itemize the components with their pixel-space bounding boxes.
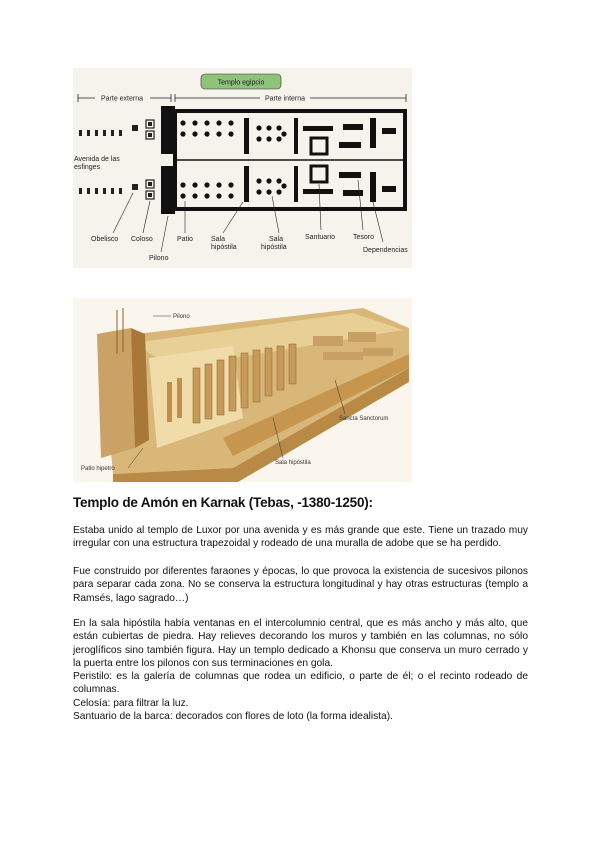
label-pilono-3d: Pilono	[173, 314, 190, 320]
label-sala-3d: Sala hipóstila	[275, 460, 311, 466]
label-sancta: Sancta Sanctorum	[339, 416, 389, 422]
label-obelisco: Obelisco	[91, 236, 119, 243]
definition-santuario: Santuario de la barca: decorados con flores de loto (la forma idealista).	[73, 710, 393, 722]
paragraph-1: Estaba unido al templo de Luxor por una avenida y es más grande que este. Tiene un trazado muy irregular con una estructura trapezoidal y rodeado de una muralla de adobe que se ha perdido.	[73, 525, 528, 550]
plan-banner: Templo egipcio	[217, 79, 265, 87]
paragraph-3: En la sala hipóstila había ventanas en el intercolumnio central, que es más ancho y más alto, que están cubiertas de piedra. Hay relieves decorando los muros y también en las columnas, no sólo jeroglíficos sino también figura. Hay un templo dedicado a Khonsu que conserva un muro cerrado y la puerta entre los pilonos con sus terminaciones en gola.	[73, 618, 528, 669]
temple-cutaway-figure	[73, 298, 412, 482]
label-parte-interna: Parte interna	[264, 95, 306, 103]
temple-plan-figure	[73, 68, 412, 268]
label-avenida-2: esfinges	[74, 164, 101, 171]
definition-peristilo: Peristilo: es la galería de columnas que rodea un edificio, o parte de él; o el recinto rodeado de columnas.	[73, 671, 528, 696]
label-parte-externa: Parte externa	[100, 95, 144, 103]
label-sala-2b: hipóstila	[261, 244, 287, 251]
paragraph-2: Fue construido por diferentes faraones y épocas, lo que provoca la existencia de sucesivos pilonos para separar cada zona. No se conserva la estructura longitudinal y hay otras estructuras (templo a Ramsés, lago sagrado…)	[73, 566, 528, 604]
label-sala-1b: hipóstila	[211, 244, 237, 251]
definition-celosia: Celosía: para filtrar la luz.	[73, 697, 189, 709]
temple-cutaway-drawing	[73, 298, 412, 482]
label-avenida-1: Avenida de las	[74, 156, 120, 163]
label-patio: Patio	[177, 236, 193, 243]
label-coloso: Coloso	[131, 236, 153, 243]
label-sala-2a: Sala	[269, 236, 284, 243]
label-pilono: Pilono	[149, 255, 169, 262]
label-tesoro: Tesoro	[353, 234, 375, 241]
label-sala-1a: Sala	[211, 236, 226, 243]
label-santuario: Santuario	[305, 234, 335, 241]
label-patio-3d: Patio hipetro	[81, 466, 115, 472]
definitions-list	[73, 670, 528, 723]
label-dependencias: Dependencias	[363, 247, 408, 254]
temple-plan-drawing	[73, 68, 412, 268]
section-heading: Templo de Amón en Karnak (Tebas, -1380-1250):	[73, 495, 373, 510]
